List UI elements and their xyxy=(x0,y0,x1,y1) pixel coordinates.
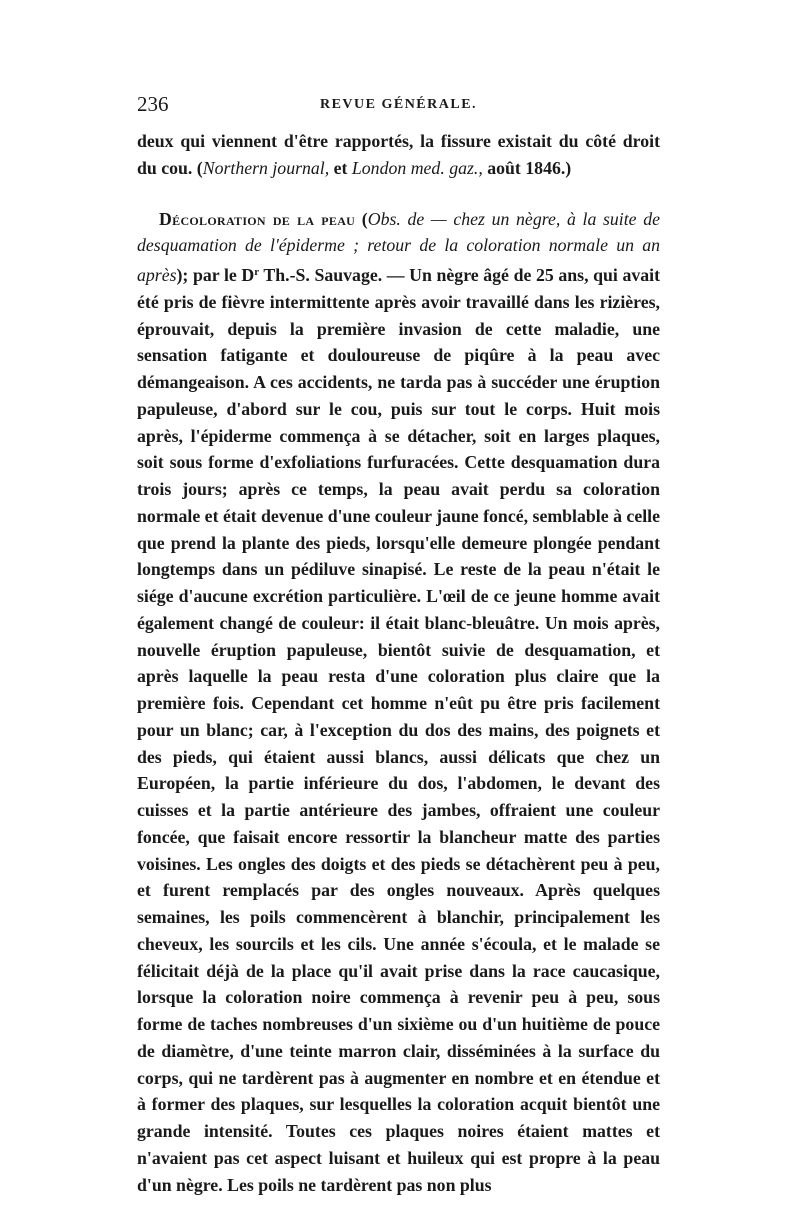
paren-open: ( xyxy=(355,208,368,229)
journal-name-london: London med. gaz., xyxy=(351,157,483,178)
article-body: Th.-S. Sauvage. — Un nègre âgé de 25 ans, qui avait été pris de fièvre intermittente après avoir travaillé dans les rizières, éprouvait, depuis la première invasion de cette maladie, une sensation fatigante et douloureuse de piqûre à la peau avec démangeaison. A ces accidents, ne tarda pas à succéder une éruption papuleuse, d'abord sur le cou, puis sur tout le corps. Huit mois après, l'épiderme commença à se détacher, soit en larges plaques, soit sous forme d'exfoliations furfuracées. Cette desquamation dura trois jours; après ce temps, la peau avait perdu sa coloration normale et était devenue d'une couleur jaune foncé, semblable à celle que prend la plante des pieds, lorsqu'elle demeure plongée pendant longtemps dans un pédiluve sinapisé. Le reste de la peau n'était le siége d'aucune excrétion particulière. L'œil de ce jeune homme avait également changé de couleur: il était blanc-bleuâtre. Un mois après, nouvelle éruption papuleuse, bientôt suivie de desquamation, et après laquelle la peau resta d'une coloration plus claire que la première fois. Cependant cet homme n'eût pu être pris facilement pour un blanc; car, à l'exception du dos des mains, des poignets et des pieds, qui étaient aussi blancs, aussi délicats que chez un Européen, la partie inférieure du dos, l'abdomen, le devant des cuisses et la partie antérieure des jambes, offraient une couleur foncée, que faisait encore ressortir la blancheur matte des parties voisines. Les ongles des doigts et des pieds se détachèrent peu à peu, et furent remplacés par des ongles nouveaux. Après quelques semaines, les poils commencèrent à blanchir, principalement les cheveux, les sourcils et les cils. Une année s'écoula, et le malade se félicitait déjà de la place qu'il avait prise dans la race caucasique, lorsque la coloration noire commença à revenir peu à peu, sous forme de taches nombreuses d'un sixième ou d'un huitième de pouce de diamètre, d'une teinte marron clair, disséminées à la surface du corps, qui ne tardèrent pas à augmenter en nombre et en étendue et à former des plaques, sur lesquelles la coloration acquit bientôt une grande intensité. Toutes ces plaques noires étaient mattes et n'avaient pas cet aspect luisant et huileux qui est propre à la peau d'un nègre. Les poils ne tardèrent pas non plus xyxy=(137,265,660,1195)
page-number: 236 xyxy=(137,92,169,116)
article-subtitle: Obs. de — chez un nègre, à la suite de desquamation de l'épiderme ; retour de la coloration normale un an après xyxy=(137,208,660,285)
article-heading: Décoloration de la peau xyxy=(159,208,356,229)
journal-name-northern: Northern journal, xyxy=(202,157,330,178)
page-header xyxy=(137,92,660,122)
paragraph1-text-c: août 1846.) xyxy=(482,157,572,178)
paragraph1-text-a: deux qui viennent d'être rapportés, la fissure existait du côté droit du cou. ( xyxy=(137,131,660,178)
superscript-r: r xyxy=(254,266,260,278)
body-text xyxy=(137,128,660,1198)
paragraph-article xyxy=(137,206,660,1199)
paragraph1-text-b: et xyxy=(329,157,352,178)
paragraph-continuation xyxy=(137,128,660,182)
running-title: REVUE GÉNÉRALE. xyxy=(319,97,478,112)
paren-close: ); par le D xyxy=(176,265,255,285)
